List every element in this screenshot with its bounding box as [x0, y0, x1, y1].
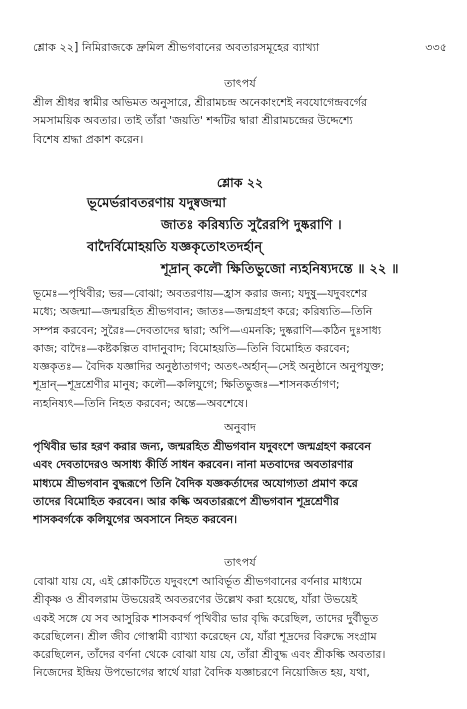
- purport-2-line: করেছিলেন। শ্রীল জীব গোস্বামী ব্যাখ্যা করেছেন যে, যাঁরা শূদ্রদের বিরুদ্ধে সংগ্রাম: [33, 629, 377, 643]
- purport-1-line: শ্রীল শ্রীধর স্বামীর অভিমত অনুসারে, শ্রীরামচন্দ্র অনেকাংশেই নবযোগেন্দ্রবর্গের: [33, 96, 368, 109]
- translation-section: [33, 418, 447, 529]
- translation-line: মাধ্যমে শ্রীভগবান বুদ্ধরূপে তিনি বৈদিক যজ্ঞকর্তাদের অযোগ্যতা প্রমাণ করে: [33, 476, 358, 490]
- purport-2-line: বোঝা যায় যে, এই শ্লোকটিতে যদুবংশে আবির্ভূত শ্রীভগবানের বর্ণনার মাধ্যমে: [33, 575, 362, 588]
- synonyms-section: [33, 285, 447, 413]
- translation-line: এবং দেবতাদেরও অসাধ্য কীর্তি সাধন করবেন। নানা মতবাদের অবতারণার: [33, 458, 354, 472]
- translation-line: তাদের বিমোহিত করবেন। আর কল্কি অবতাররূপে শ্রীভগবান শূদ্রশ্রেণীর: [33, 494, 339, 508]
- synonym-line: সম্পন্ন করবেন; সুরৈঃ—দেবতাদের দ্বারা; অপি—এমনকি; দুষ্করাণি—কঠিন দুঃসাধ্য: [33, 323, 382, 337]
- synonym-line: মধ্যে; অজন্মা—জন্মরহিত শ্রীভগবান; জাতঃ—জন্মগ্রহণ করে; করিষ্যতি—তিনি: [33, 305, 373, 319]
- verse-title: শ্লোক ২২: [216, 175, 264, 190]
- verse-line: বাদৈর্বিমোহয়তি যজ্ঞকৃতোঽতদর্হান্‌: [87, 240, 263, 255]
- purport-section-2: [33, 553, 447, 683]
- translation-title: অনুবাদ: [224, 421, 256, 434]
- purport-2-line: নিজেদের ইন্দ্রিয় উপভোগের স্বার্থে যারা বৈদিক যজ্ঞাচরণে নিয়োজিত হয়, যথা,: [33, 666, 370, 680]
- chapter-heading: শ্লোক ২২] নিমিরাজকে দ্রুমিল শ্রীভগবানের অবতারসমূহের ব্যাখ্যা: [33, 41, 320, 54]
- synonym-line: কাজ; বাদৈঃ—কষ্টকল্পিত বাদানুবাদ; বিমোহয়তি—তিনি বিমোহিত করবেন;: [33, 341, 350, 355]
- running-header: [33, 39, 447, 58]
- verse-line: শূদ্রান্‌ কলৌ ক্ষিতিভুজো ন্যহনিষ্যদন্তে ॥ ২২ ॥: [161, 262, 399, 277]
- verse-line: জাতঃ করিষ্যতি সুরৈরপি দুষ্করাণি ।: [161, 218, 342, 233]
- purport-1-line: সমসাময়িক অবতার। তাই তাঁরা 'জয়তি' শব্দটির দ্বারা শ্রীরামচন্দ্রের উদ্দেশ্যে: [33, 114, 353, 128]
- verse-line: ভূমের্ভরাবতরণায় যদুষ্বজন্মা: [87, 196, 227, 211]
- purport-1-title: তাৎপর্য: [224, 77, 256, 90]
- purport-2-line: একই সঙ্গে যে সব আসুরিক শাসকবর্গ পৃথিবীর ভার বৃদ্ধি করেছিল, তাদের দুর্বীভূত: [33, 611, 379, 625]
- synonym-line: ন্যহনিষ্যৎ—তিনি নিহত করবেন; অন্তে—অবশেষে।: [33, 396, 248, 410]
- purport-section-1: [33, 74, 447, 149]
- translation-line: পৃথিবীর ভার হরণ করার জন্য, জন্মরহিত শ্রীভগবান যদুবংশে জন্মগ্রহণ করবেন: [33, 440, 371, 453]
- purport-2-title: তাৎপর্য: [224, 556, 256, 569]
- page-number: ৩৩৫: [425, 41, 447, 54]
- purport-1-line: বিশেষ শ্রদ্ধা প্রকাশ করেন।: [33, 132, 144, 146]
- synonym-line: শূদ্রান্‌—শূদ্রশ্রেণীর মানুষ; কলৌ—কলিযুগে; ক্ষিতিভুজঃ—শাসনকর্তাগণ;: [33, 378, 340, 392]
- synonym-line: ভূমেঃ—পৃথিবীর; ভর—বোঝা; অবতরণায়—হ্রাস করার জন্য; যদুষু—যদুবংশের: [33, 287, 368, 300]
- purport-2-line: করেছিলেন, তাঁদের বর্ণনা থেকে বোঝা যায় যে, তাঁরা শ্রীবুদ্ধ এবং শ্রীকল্কি অবতার।: [33, 648, 386, 662]
- verse-section: [33, 173, 447, 281]
- translation-line: শাসকবর্গকে কলিযুগের অবসানে নিহত করবেন।: [33, 513, 238, 527]
- purport-2-line: শ্রীকৃষ্ণ ও শ্রীবলরাম উভয়েরই অবতরণের উল্লেখ করা হয়েছে, যাঁরা উভয়েই: [33, 593, 358, 607]
- synonym-line: যজ্ঞকৃতঃ— বৈদিক যজ্ঞাদির অনুষ্ঠাতাগণ; অতৎ-অর্হান্‌—সেই অনুষ্ঠানে অনুপযুক্ত;: [33, 360, 385, 374]
